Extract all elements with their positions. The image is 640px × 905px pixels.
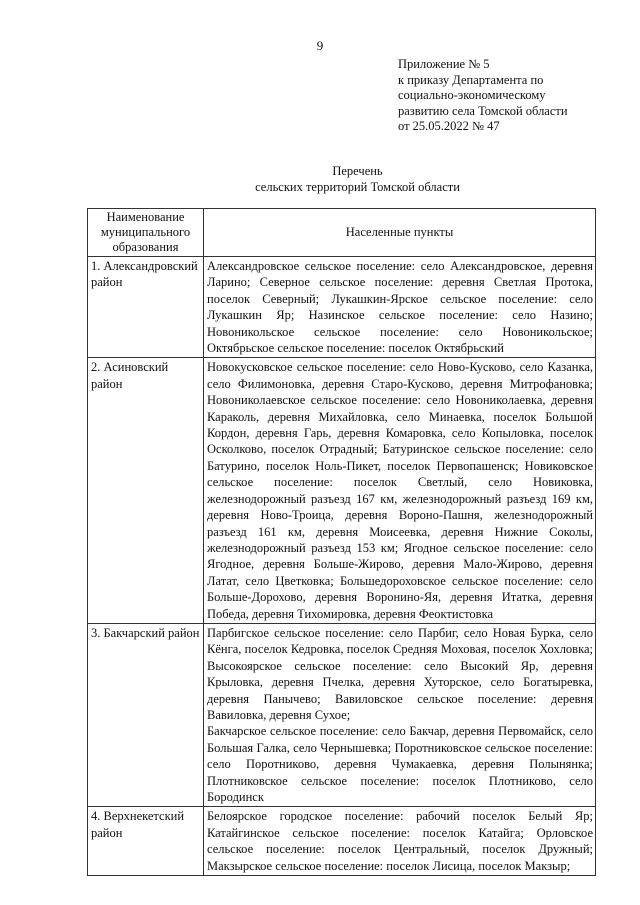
appendix-line: от 25.05.2022 № 47 <box>398 119 500 133</box>
appendix-line: Приложение № 5 <box>398 57 490 71</box>
municipality-cell: 3. Бакчарский район <box>88 623 204 806</box>
settlements-cell <box>204 623 596 806</box>
settlements-cell: Белоярское городское поселение: рабочий поселок Белый Яр; Катайгинское сельское поселение: поселок Катайга; Орловское сельское поселение: поселок Центральный, поселок Дружный; Макзырское сельское поселение: поселок Лисица, поселок Макзыр; <box>204 807 596 876</box>
table-row <box>88 358 596 624</box>
document-title <box>0 164 640 195</box>
header-settlements: Населенные пункты <box>204 209 596 257</box>
appendix-line: к приказу Департамента по <box>398 72 544 87</box>
table-row <box>88 257 596 358</box>
table-header-row <box>88 209 596 257</box>
title-line-1: Перечень <box>332 164 383 178</box>
title-line-2: сельских территорий Томской области <box>255 179 460 194</box>
municipality-cell: 1. Александровский район <box>88 257 204 358</box>
settlements-part: Парбигское сельское поселение: село Парбиг, село Новая Бурка, село Кёнга, поселок Кедровка, поселок Средняя Моховая, поселок Хохловка; Высокоярское сельское поселение: село Высокий Яр, деревня Крыловка, деревня Пчелка, деревня Хуторское, село Богатыревка, деревня Панычево; Вавиловское сельское поселение: деревня Вавиловка, деревня Сухое; <box>207 625 593 722</box>
page-number: 9 <box>316 38 324 53</box>
municipality-cell: 2. Асиновский район <box>88 358 204 624</box>
header-municipality: Наименование муниципального образования <box>88 209 204 257</box>
appendix-header <box>398 57 568 135</box>
settlements-cell: Александровское сельское поселение: село Александровское, деревня Ларино; Северное сельское поселение: деревня Светлая Протока, поселок Северный; Лукашкин-Ярское сельское поселение: село Лукашкин Яр; Назинское сельское поселение: село Назино; Новоникольское сельское поселение: село Новоникольское; Октябрьское сельское поселение: поселок Октябрьский <box>204 257 596 358</box>
rural-territories-table <box>87 208 596 876</box>
appendix-line: развитию села Томской области <box>398 103 568 118</box>
table-row <box>88 623 596 806</box>
municipality-cell: 4. Верхнекетский район <box>88 807 204 876</box>
table-row <box>88 807 596 876</box>
settlements-cell: Новокусковское сельское поселение: село Ново-Кусково, село Казанка, село Филимоновка, деревня Старо-Кусково, деревня Митрофановка; Новониколаевское сельское поселение: село Новониколаевка, деревня Караколь, деревня Михайловка, село Минаевка, поселок Большой Кордон, деревня Гарь, деревня Комаровка, село Копыловка, поселок Осколково, поселок Отрадный; Батуринское сельское поселение: село Батурино, поселок Ноль-Пикет, поселок Первопашенск; Новиковское сельское поселение: поселок Светлый, село Новиковка, железнодорожный разъезд 167 км, железнодорожный разъезд 169 км, деревня Ново-Троица, деревня Вороно-Пашня, железнодорожный разъезд 161 км, деревня Моисеевка, деревня Нижние Соколы, железнодорожный разъезд 153 км; Ягодное сельское поселение: село Ягодное, деревня Больше-Жирово, деревня Мало-Жирово, деревня Латат, село Цветковка; Большедороховское сельское поселение: село Больше-Дорохово, деревня Воронино-Яя, деревня Итатка, деревня Победа, деревня Тихомировка, деревня Феоктистовка <box>204 358 596 624</box>
appendix-line: социально-экономическому <box>398 88 546 102</box>
settlements-part: Бакчарское сельское поселение: село Бакчар, деревня Первомайск, село Большая Галка, село Чернышевка; Поротниковское сельское поселение: село Поротниково, деревня Чумакаевка, деревня Полынянка; Плотниковское сельское поселение: поселок Плотниково, село Бородинск <box>207 724 593 804</box>
